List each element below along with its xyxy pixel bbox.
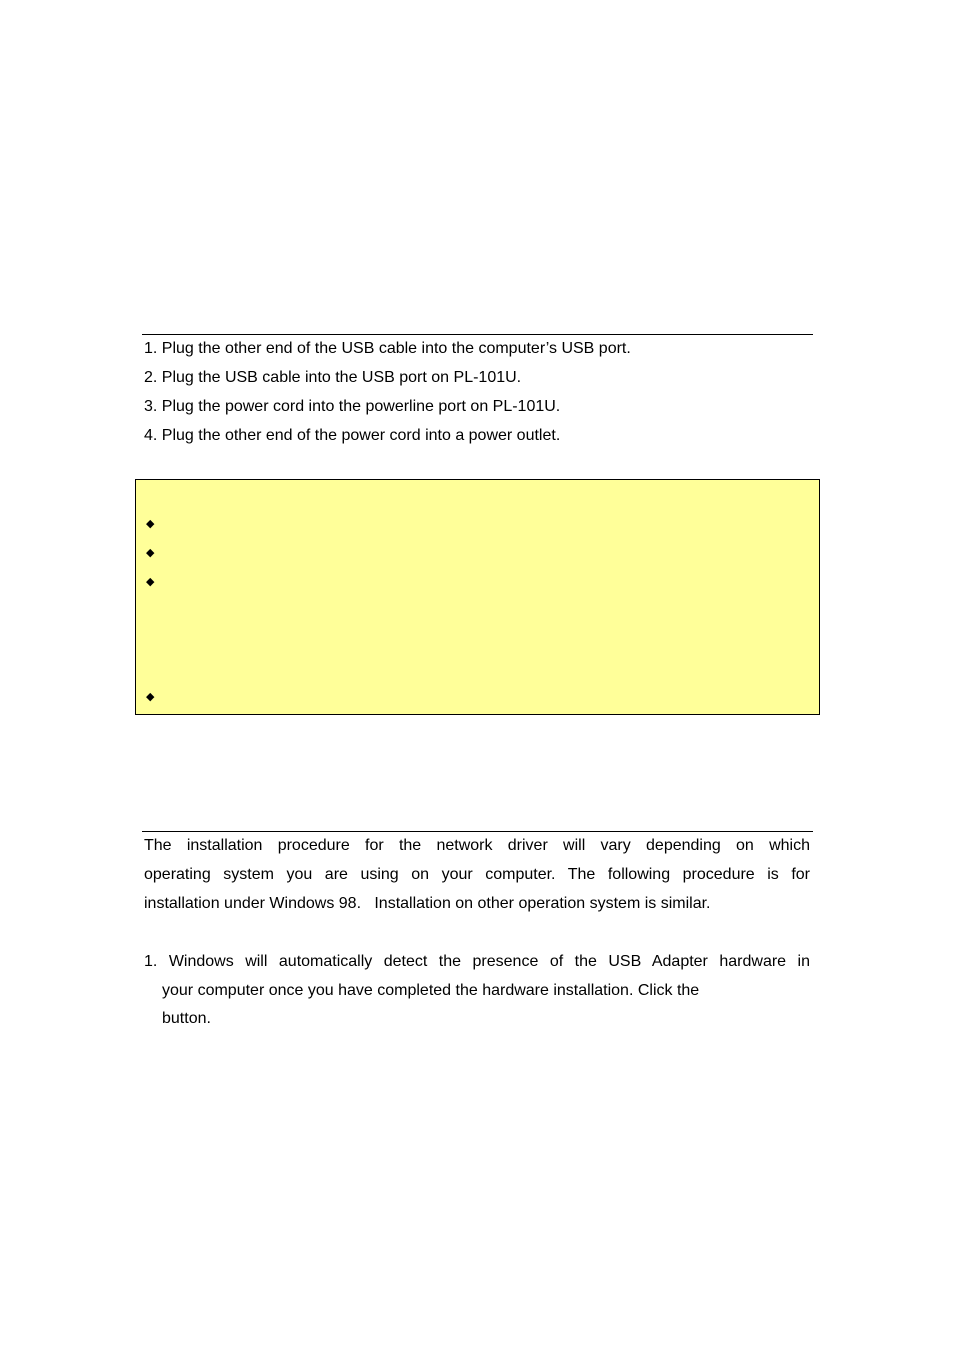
step-1-text: 1. Plug the other end of the USB cable into the computer’s USB port.: [144, 340, 631, 357]
note-box: [135, 479, 820, 715]
bullet-diamond-icon: ◆: [146, 518, 155, 530]
intro-paragraph-line-3: installation under Windows 98. Installation on other operation system is similar.: [144, 895, 711, 912]
install-step-1-line-2: your computer once you have completed the hardware installation. Click the: [162, 982, 700, 999]
step-4-text: 4. Plug the other end of the power cord into a power outlet.: [144, 427, 561, 444]
step-3-text: 3. Plug the power cord into the powerline port on PL-101U.: [144, 398, 561, 415]
install-step-1-line-3: button.: [162, 1010, 211, 1027]
bullet-diamond-icon: ◆: [146, 547, 155, 559]
intro-paragraph-line-1: The installation procedure for the network driver will vary depending on which: [144, 837, 810, 854]
bullet-diamond-icon: ◆: [146, 576, 155, 588]
bullet-diamond-icon: ◆: [146, 691, 155, 703]
intro-paragraph-line-2: operating system you are using on your computer. The following procedure is for: [144, 866, 810, 883]
step-2-text: 2. Plug the USB cable into the USB port on PL-101U.: [144, 369, 522, 386]
install-step-1-line-1: 1. Windows will automatically detect the presence of the USB Adapter hardware in: [144, 953, 810, 970]
